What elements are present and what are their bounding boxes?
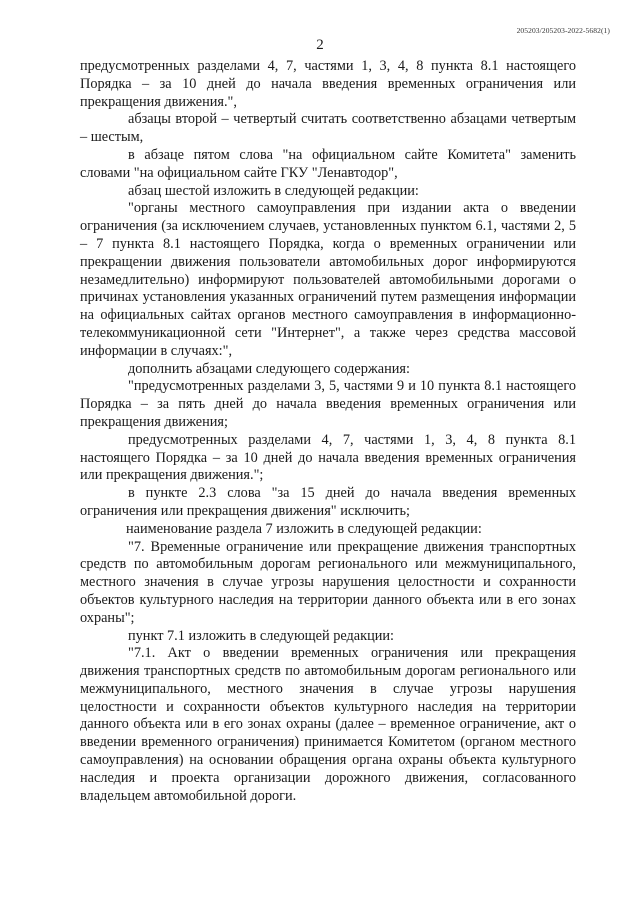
paragraph-13: "7.1. Акт о введении временных ограничения или прекращения движения транспортных средств по автомобильным дорогам регионального или межмуниципального, местного значения в случае угрозы нарушения целостности и сохранности объектов культурного наследия на территории данного объекта или в его зонах охраны (далее – временное ограничение, акт о введении временного ограничения) принимается Комитетом (органом местного самоуправления) на основании обращения органа охраны объекта культурного наследия и проекта организации дорожного движения, согласованного владельцем автомобильной дороги. (80, 645, 576, 804)
paragraph-10: наименование раздела 7 изложить в следующей редакции: (126, 520, 482, 537)
paragraph-6: дополнить абзацами следующего содержания: (128, 360, 410, 377)
paragraph-8: предусмотренных разделами 4, 7, частями 1, 3, 4, 8 пункта 8.1 настоящего Порядка – за 10 дней до начала введения временных ограничения или прекращения движения."; (80, 431, 576, 484)
paragraph-11: "7. Временные ограничение или прекращение движения транспортных средств по автомобильным дорогам регионального или межмуниципального, местного значения в случае угрозы нарушения целостности и сохранности объектов культурного наследия на территории данного объекта или в его зонах охраны"; (80, 538, 576, 626)
paragraph-7: "предусмотренных разделами 3, 5, частями 9 и 10 пункта 8.1 настоящего Порядка – за пять дней до начала введения временных ограничения или прекращения движения; (80, 378, 576, 430)
paragraph-2: абзацы второй – четвертый считать соответственно абзацами четвертым – шестым, (80, 111, 576, 146)
document-code: 205203/205203-2022-5682(1) (516, 26, 610, 35)
paragraph-12: пункт 7.1 изложить в следующей редакции: (128, 627, 395, 644)
paragraph-3: в абзаце пятом слова "на официальном сайте Комитета" заменить словами "на официальном сайте ГКУ "Ленавтодор", (80, 146, 576, 181)
paragraph-1: предусмотренных разделами 4, 7, частями 1, 3, 4, 8 пункта 8.1 настоящего Порядка – за 10 дней до начала введения временных ограничения или прекращения движения.", (80, 58, 576, 110)
document-body (80, 58, 576, 805)
paragraph-4: абзац шестой изложить в следующей редакции: (128, 182, 419, 199)
paragraph-9: в пункте 2.3 слова "за 15 дней до начала введения временных ограничения или прекращения движения" исключить; (80, 485, 576, 519)
paragraph-5: "органы местного самоуправления при издании акта о введении ограничения (за исключением случаев, установленных пунктом 6.1, частями 2, 5 – 7 пункта 8.1 настоящего Порядка, когда о временных ограничении или прекращении движения пользователи автомобильных дорог информируются незамедлительно) информируют пользователей автомобильными дорогами о причинах установления указанных ограничений путем размещения информации на официальных сайтах органов местного самоуправления в информационно-телекоммуникационной сети "Интернет", а также через средства массовой информации в случаях:", (80, 200, 576, 359)
page-number: 2 (316, 37, 324, 53)
